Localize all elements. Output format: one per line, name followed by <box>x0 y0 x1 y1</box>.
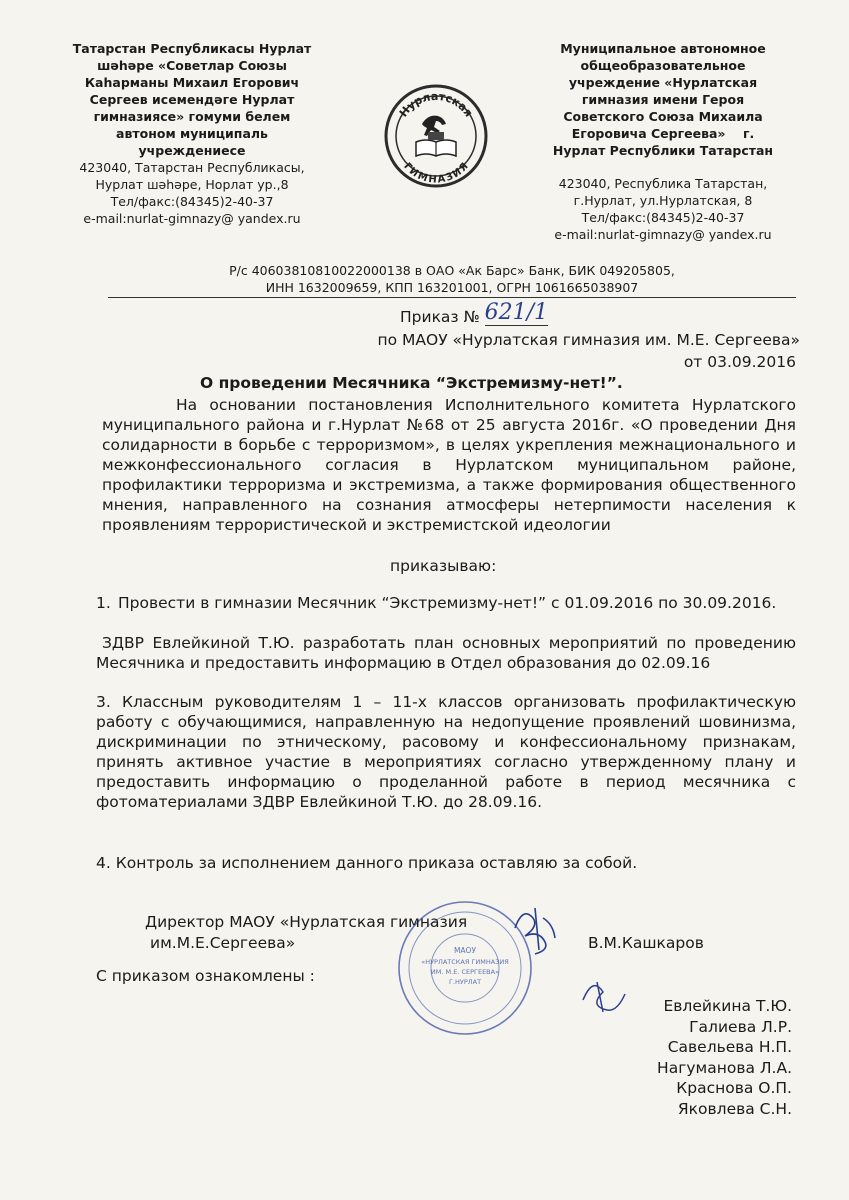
stray-mark: г. <box>742 126 755 141</box>
acquainted-name: Нагуманова Л.А. <box>657 1058 792 1077</box>
order-label: Приказ № <box>400 308 480 326</box>
director-name: В.М.Кашкаров <box>588 934 704 952</box>
header-left-address: Нурлат шәһәре, Норлат ур.,8 <box>95 177 289 192</box>
acquainted-label: С приказом ознакомлены : <box>96 967 315 985</box>
bank-line-2: ИНН 1632009659, КПП 163201001, ОГРН 1061665038907 <box>265 280 639 295</box>
order-date: от 03.09.2016 <box>683 353 796 371</box>
header-left-address: 423040, Татарстан Республикасы, <box>79 160 305 175</box>
stamp-line: Г.НУРЛАТ <box>448 978 482 986</box>
acquainted-name: Галиева Л.Р. <box>689 1017 792 1036</box>
header-divider <box>108 297 796 298</box>
signature-scribble-icon <box>505 898 565 958</box>
header-left <box>58 40 326 227</box>
bank-details <box>108 262 796 296</box>
order-item-3: 3. Классным руководителям 1 – 11-х классов организовать профилактическую работу с обучающимися, направленную на недопущение проявлений шовинизма, дискриминации по этническому, расовому и конфессиональному признакам, принять активное участие в мероприятиях согласно утвержденному плану и предоставить информацию о проделанной работе в период месячника с фотоматериалами ЗДВР Евлейкиной Т.Ю. до 28.09.16. <box>96 693 796 811</box>
header-right-line: гимназия имени Героя <box>581 92 745 107</box>
header-left-line: шәһәре «Советлар Союзы <box>97 58 287 73</box>
logo-top-text: Нурлатская <box>396 89 476 120</box>
header-left-line: гимназиясе» гомуми белем <box>93 109 291 124</box>
header-left-phone: Тел/факс:(84345)2-40-37 <box>110 194 274 209</box>
stamp-line: МАОУ <box>453 946 477 955</box>
stamp-line: «НУРЛАТСКАЯ ГИМНАЗИЯ <box>421 958 509 966</box>
preamble-paragraph: На основании постановления Исполнительного комитета Нурлатского муниципального района и г.Нурлат №68 от 25 августа 2016г. «О проведении Дня солидарности в борьбе с терроризмом», в целях укрепления межнационального и межконфессионального согласия в Нурлатском муниципальном районе, профилактики терроризма и экстремизма, а также формирования общественного мнения, направленного на сознания атмосферы нетерпимости населения к проявлениям террористической и экстремистской идеологии <box>102 396 796 534</box>
header-left-line: Сергеев исемендәге Нурлат <box>89 92 295 107</box>
decree-word: приказываю: <box>390 557 497 575</box>
header-right-address: г.Нурлат, ул.Нурлатская, 8 <box>573 193 753 208</box>
header-left-line: Татарстан Республикасы Нурлат <box>72 41 312 56</box>
order-item-1 <box>96 593 796 613</box>
acquainted-name: Евлейкина Т.Ю. <box>663 997 792 1015</box>
acquainted-names-list <box>560 996 792 1119</box>
header-right-line: Советского Союза Михаила <box>563 109 763 124</box>
header-right-line: учреждение «Нурлатская <box>568 75 758 90</box>
header-right-phone: Тел/факс:(84345)2-40-37 <box>581 210 745 225</box>
order-item-4: 4. Контроль за исполнением данного приказа оставляю за собой. <box>96 854 638 872</box>
header-right <box>528 40 798 243</box>
order-title: О проведении Месячника “Экстремизму-нет!”. <box>200 374 623 392</box>
header-left-line: учреждениесе <box>138 143 246 158</box>
header-left-line: Каһарманы Михаил Егорович <box>84 75 300 90</box>
item-1-number: 1. <box>96 594 111 612</box>
header-left-line: автоном муниципаль <box>116 126 268 141</box>
header-right-line: Нурлат Республики Татарстан <box>552 143 774 158</box>
director-position-2: им.М.Е.Сергеева» <box>150 934 296 952</box>
header-right-line: Муниципальное автономное <box>560 41 766 56</box>
header-right-email: e-mail:nurlat-gimnazy@ yandex.ru <box>554 227 772 242</box>
item-1-text: Провести в гимназии Месячник “Экстремизму-нет!” с 01.09.2016 по 30.09.2016. <box>118 594 777 612</box>
acquainted-name: Краснова О.П. <box>676 1079 792 1097</box>
header-right-address: 423040, Республика Татарстан, <box>558 176 768 191</box>
director-handwritten-signature <box>505 898 565 958</box>
order-org: по МАОУ «Нурлатская гимназия им. М.Е. Сергеева» <box>377 331 800 349</box>
bank-line-1: Р/с 40603810810022000138 в ОАО «Ак Барс» Банк, БИК 049205805, <box>229 263 675 278</box>
header-left-email: e-mail:nurlat-gimnazy@ yandex.ru <box>83 211 301 226</box>
order-item-2: ЗДВР Евлейкиной Т.Ю. разработать план основных мероприятий по проведению Месячника и предоставить информацию в Отдел образования до 02.09.16 <box>96 634 796 672</box>
acquainted-name: Савельева Н.П. <box>667 1038 792 1056</box>
gymnasium-logo <box>382 82 490 190</box>
header-right-line: общеобразовательное <box>580 58 746 73</box>
director-position-1: Директор МАОУ «Нурлатская гимназия <box>145 913 468 931</box>
header-right-line: Егоровича Сергеева» г. <box>571 126 755 141</box>
logo-bottom-text: ГИМНАЗИЯ <box>401 161 471 186</box>
logo-emblem-icon <box>382 82 490 190</box>
order-number-line <box>400 300 600 327</box>
acquainted-name: Яковлева С.Н. <box>677 1099 792 1118</box>
stamp-line: ИМ. М.Е. СЕРГЕЕВА» <box>430 968 500 976</box>
order-number-handwritten: 621/1 <box>484 300 549 325</box>
